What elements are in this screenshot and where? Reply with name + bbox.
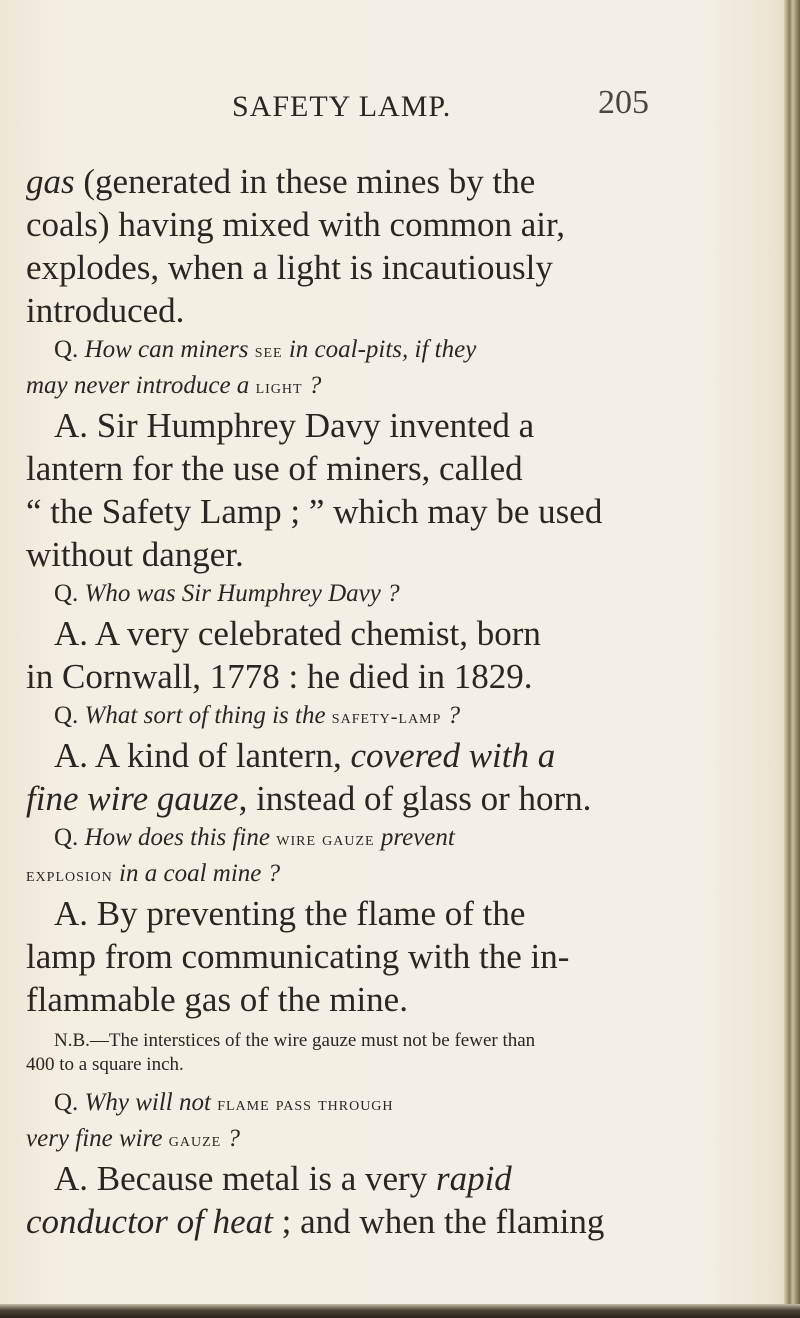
text-run: A. Because metal is a very [54,1159,436,1198]
q-marker: Q. [54,824,79,851]
small-caps-word: light [255,376,303,398]
italic-phrase: fine wire gauze [26,779,239,818]
italic-word: gas [26,162,75,201]
text-line: lamp from communicating with the in- [26,937,570,976]
text-run: ? [221,1125,240,1152]
text-line: without danger. [26,535,244,574]
page-text [26,160,786,1243]
italic-phrase: conductor of heat [26,1202,273,1241]
question-line [26,820,786,856]
text-line [26,734,786,777]
text-run: ? [441,702,461,729]
small-caps-word: flame pass through [217,1093,394,1115]
text-run: ? [302,372,322,399]
text-line: “ the Safety Lamp ; ” which may be used [26,492,603,531]
question-line [26,698,786,734]
text-run: , instead of glass or horn. [238,779,592,818]
page-edge-right [784,0,800,1318]
text-line: flammable gas of the mine. [26,980,408,1019]
text-run: very fine wire [26,1125,169,1152]
text-run: prevent [374,824,455,851]
q-marker: Q. [54,1089,79,1116]
text-run: ; and when the flaming [272,1202,605,1241]
text-run: What sort of thing is the [78,702,332,729]
q-marker: Q. [54,702,79,729]
page-header [0,84,800,136]
text-run: in a coal mine ? [112,860,281,887]
italic-phrase: covered with a [350,736,556,775]
small-caps-word: safety-lamp [331,706,442,728]
spacer [26,1077,786,1085]
page-number: 205 [598,84,649,121]
footnote-line: 400 to a square inch. [26,1054,184,1075]
question-line [26,576,786,612]
text-line [26,777,786,820]
q-marker: Q. [54,580,79,607]
question-line [26,368,786,404]
text-line: in Cornwall, 1778 : he died in 1829. [26,657,533,696]
text-line: explodes, when a light is incautiously [26,248,553,287]
italic-word: rapid [435,1159,512,1198]
page-edge-bottom [0,1304,800,1318]
spacer [26,1021,786,1029]
question-line [26,1121,786,1157]
text-run: Why will not [78,1089,218,1116]
text-line: A. A very celebrated chemist, born [54,614,541,653]
text-run: may never introduce a [26,372,256,399]
small-caps-word: wire gauze [276,828,375,850]
footnote-line: N.B.—The interstices of the wire gauze must not be fewer than [54,1030,536,1051]
text-run: in coal-pits, if they [282,336,477,363]
text-run: (generated in these mines by the [74,162,536,201]
text-line: introduced. [26,291,185,330]
small-caps-word: gauze [168,1129,222,1151]
text-line [26,160,786,203]
text-line: A. By preventing the flame of the [54,894,526,933]
text-run: How can miners [78,336,255,363]
text-line: A. Sir Humphrey Davy invented a [54,406,535,445]
text-run: A. A kind of lantern, [54,736,351,775]
question-line [26,332,786,368]
small-caps-word: see [254,340,283,362]
text-run: Who was Sir Humphrey Davy ? [78,580,400,607]
question-line [26,856,786,892]
q-marker: Q. [54,336,79,363]
text-line: lantern for the use of miners, called [26,449,523,488]
running-head: SAFETY LAMP. [232,90,452,123]
small-caps-word: explosion [26,864,113,886]
question-line [26,1085,786,1121]
text-line [26,1157,786,1200]
text-line [26,1200,786,1243]
text-line: coals) having mixed with common air, [26,205,566,244]
text-run: How does this fine [78,824,277,851]
